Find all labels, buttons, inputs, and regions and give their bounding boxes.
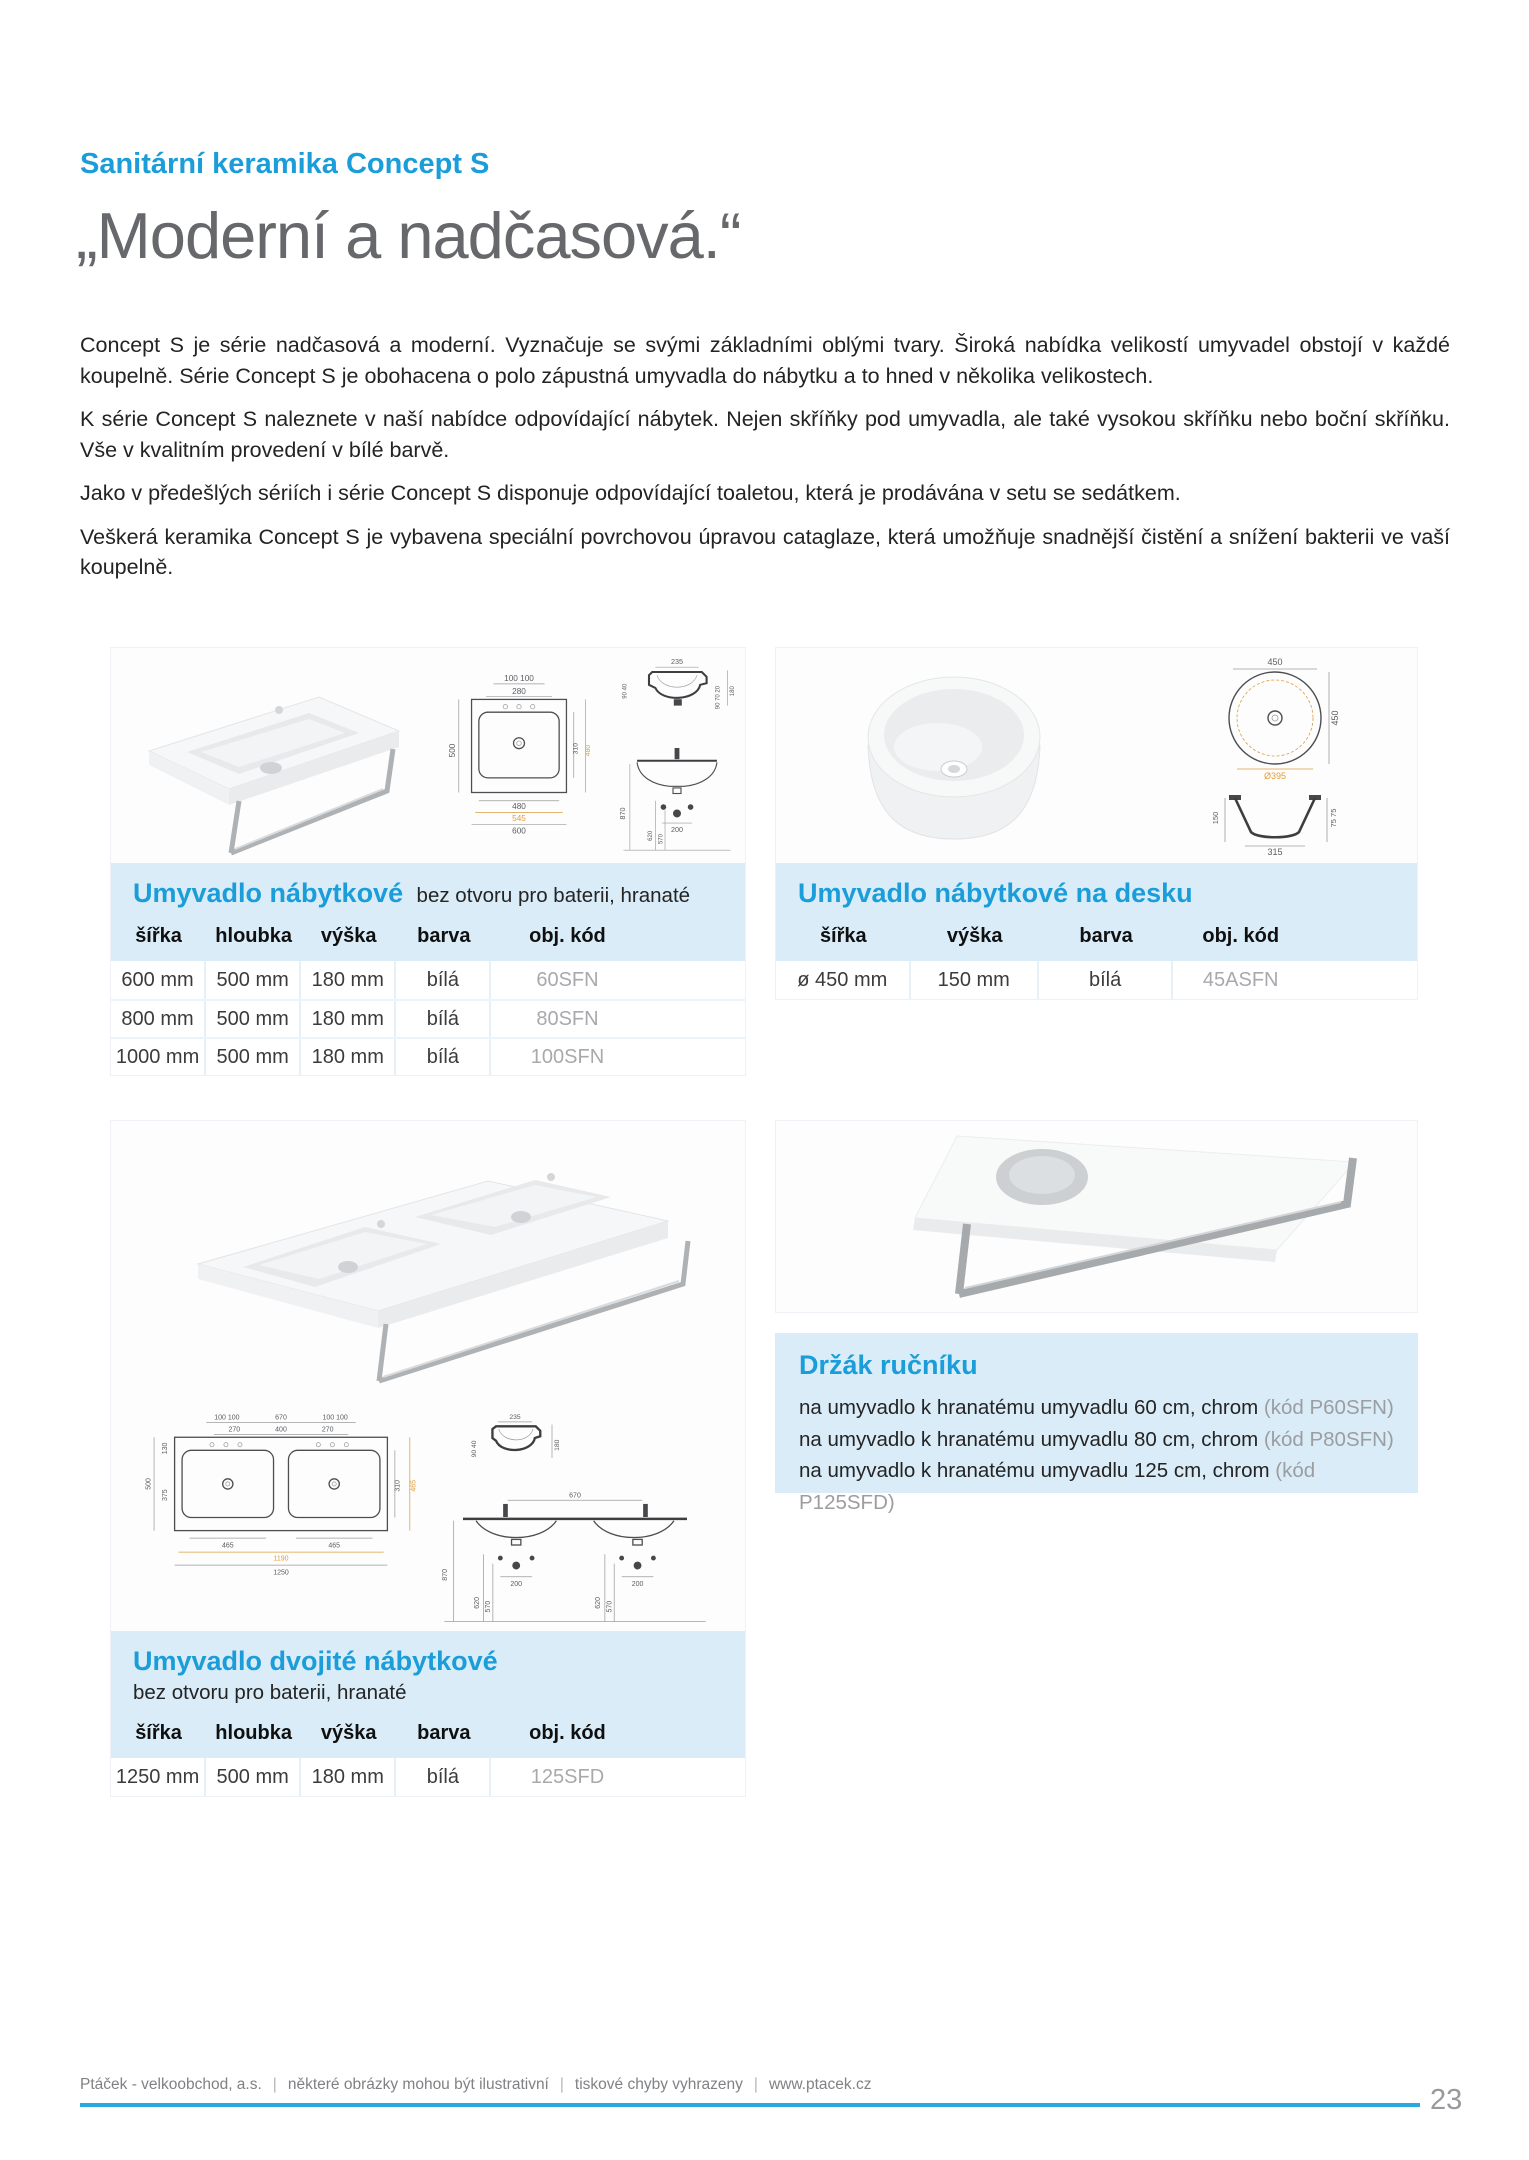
- dim-label: 90 70 20: [715, 685, 722, 710]
- cell-barva: bílá: [396, 1039, 491, 1075]
- basin-double-plan-drawing: [141, 1411, 421, 1583]
- series-heading: Sanitární keramika Concept S: [80, 148, 490, 180]
- table-header-row: [111, 912, 745, 961]
- cell-kod: 60SFN: [536, 968, 599, 991]
- product-card-basin-round: [775, 647, 1418, 1000]
- cell-barva: bílá: [1039, 961, 1174, 999]
- dim-label: 500: [448, 743, 458, 757]
- basin-double-table: [111, 1758, 745, 1796]
- dim-label: 75 75: [1329, 808, 1338, 827]
- basin-round-drawings: [1205, 656, 1355, 856]
- column-header: obj. kód: [529, 1722, 606, 1744]
- dim-label: 200: [510, 1581, 523, 1589]
- footer-website: www.ptacek.cz: [768, 2076, 872, 2093]
- column-header: obj. kód: [529, 925, 606, 947]
- basin-double-drawings: [111, 1411, 745, 1631]
- dim-label: 310: [394, 1479, 402, 1492]
- dim-label: 100 100: [214, 1414, 240, 1422]
- dim-label: 235: [671, 657, 683, 666]
- table-row: [111, 961, 745, 999]
- dim-label: 200: [671, 825, 683, 834]
- dim-label: 400: [275, 1426, 287, 1434]
- column-header: šířka: [135, 925, 182, 947]
- dim-label: 480: [585, 744, 592, 756]
- cell-vyska: 180 mm: [301, 1039, 396, 1075]
- dim-label: 870: [619, 807, 628, 820]
- variant-code: (kód P80SFN): [1263, 1427, 1394, 1451]
- dim-label: 870: [442, 1569, 450, 1581]
- basin-double-section-drawing: [465, 1411, 565, 1485]
- dim-label: 570: [658, 834, 665, 845]
- table-header-row: [111, 1709, 745, 1758]
- basin-double-header: [111, 1631, 745, 1758]
- dim-label: 180: [729, 686, 736, 697]
- cell-vyska: 180 mm: [301, 1001, 396, 1037]
- cell-sirka: 1250 mm: [111, 1758, 206, 1796]
- cell-kod: 125SFD: [530, 1765, 605, 1788]
- basin-round-section-drawing: [1205, 784, 1355, 856]
- dim-label: 620: [648, 830, 655, 841]
- holder-variant-125: [799, 1455, 1394, 1518]
- dim-label: 130: [162, 1442, 170, 1455]
- variant-text: na umyvadlo k hranatému umyvadlu 60 cm, chrom: [799, 1396, 1259, 1419]
- column-header: hloubka: [215, 925, 292, 947]
- footer-separator: |: [559, 2076, 564, 2093]
- cell-barva: bílá: [396, 1758, 491, 1796]
- dim-label: 480: [512, 801, 526, 811]
- cell-kod: 45ASFN: [1202, 968, 1279, 991]
- footer: [80, 2076, 1420, 2094]
- dim-label: 270: [228, 1426, 241, 1434]
- column-header: výška: [320, 1722, 377, 1744]
- product-subtitle: bez otvoru pro baterii, hranaté: [416, 884, 691, 907]
- column-header: výška: [320, 925, 377, 947]
- product-card-basin-single: [110, 647, 746, 1076]
- dim-label: 315: [1267, 846, 1283, 856]
- variant-code: (kód P60SFN): [1263, 1396, 1394, 1419]
- dim-label: 465: [221, 1542, 234, 1550]
- footer-separator: |: [272, 2076, 277, 2093]
- basin-single-photo: [121, 653, 421, 858]
- cell-hloubka: 500 mm: [206, 1758, 301, 1796]
- product-title: Umyvadlo dvojité nábytkové: [133, 1646, 498, 1676]
- dim-label: 600: [512, 826, 526, 836]
- dim-label: 100 100: [504, 673, 534, 683]
- variant-text: na umyvadlo k hranatému umyvadlu 80 cm, chrom: [799, 1427, 1259, 1451]
- basin-round-table: [776, 961, 1417, 999]
- basin-double-side-drawings: [435, 1411, 715, 1629]
- table-row: [776, 961, 1417, 999]
- product-card-towel-holder-photo: [775, 1120, 1418, 1313]
- footer-separator: |: [753, 2076, 758, 2093]
- dim-label: 450: [1267, 656, 1283, 667]
- variant-code: (kód P125SFD): [799, 1459, 1316, 1514]
- dim-label: 100 100: [322, 1414, 348, 1422]
- dim-label: 270: [321, 1426, 334, 1434]
- dim-label: 570: [485, 1600, 493, 1613]
- dim-label: Ø395: [1263, 770, 1287, 780]
- table-header-row: [776, 912, 1417, 961]
- cell-sirka: 800 mm: [111, 1001, 206, 1037]
- dim-label: 670: [275, 1414, 287, 1422]
- cell-hloubka: 500 mm: [206, 1039, 301, 1075]
- cell-hloubka: 500 mm: [206, 1001, 301, 1037]
- intro-text: [80, 330, 1450, 596]
- basin-round-header: [776, 863, 1417, 961]
- basin-single-side-drawings: [617, 656, 737, 855]
- holder-variant-60: [799, 1392, 1394, 1424]
- basin-single-table: [111, 961, 745, 1075]
- column-header: barva: [1079, 925, 1133, 947]
- basin-single-section-drawing: [617, 656, 737, 736]
- cell-sirka: 600 mm: [111, 961, 206, 999]
- dim-label: 310: [572, 742, 580, 754]
- dim-label: 235: [509, 1414, 521, 1422]
- intro-paragraph-1: Concept S je série nadčasová a moderní. Vyznačuje se svými základními oblými tvary. Široká nabídka velikostí umyvadel obstojí v každé koupelně. Série Concept S je obohacena o polo zápustná umyvadla do nábytku a to hned v několika velikostech.: [80, 333, 1450, 388]
- dim-label: 150: [1211, 811, 1220, 824]
- column-header: šířka: [135, 1722, 182, 1744]
- dim-label: 620: [595, 1597, 603, 1609]
- basin-round-plan-drawing: [1205, 656, 1355, 780]
- dim-label: 450: [1330, 709, 1340, 726]
- cell-barva: bílá: [396, 961, 491, 999]
- column-header: výška: [946, 925, 1003, 947]
- dim-label: 545: [512, 813, 526, 823]
- basin-single-front-drawing: [617, 740, 737, 855]
- cell-vyska: 150 mm: [911, 961, 1039, 999]
- page-number: 23: [1430, 2084, 1463, 2116]
- footer-accent-line: [80, 2103, 1420, 2107]
- product-title: Umyvadlo nábytkové na desku: [798, 878, 1193, 908]
- table-row: [111, 1758, 745, 1796]
- intro-paragraph-2: K série Concept S naleznete v naší nabídce odpovídající nábytek. Nejen skříňky pod umyvadla, ale také vysokou skříňku nebo boční skříňku. Vše v kvalitním provedení v bílé barvě.: [80, 407, 1450, 462]
- basin-double-media: [111, 1121, 745, 1411]
- product-card-basin-double: [110, 1120, 746, 1797]
- basin-double-photo: [143, 1129, 713, 1404]
- basin-round-photo: [834, 661, 1074, 851]
- column-header: obj. kód: [1202, 925, 1280, 947]
- dim-label: 90 40: [471, 1440, 479, 1458]
- intro-paragraph-4: Veškerá keramika Concept S je vybavena speciální povrchovou úpravou cataglaze, která umožňuje snadnější čistění a snížení bakterii ve vaší koupelně.: [80, 524, 1450, 579]
- cell-sirka: 1000 mm: [111, 1039, 206, 1075]
- basin-single-plan-drawing: [446, 672, 592, 840]
- dim-label: 200: [631, 1581, 644, 1589]
- basin-round-media: [776, 648, 1417, 863]
- cell-hloubka: 500 mm: [206, 961, 301, 999]
- dim-label: 465: [410, 1479, 418, 1492]
- towel-holder-info: [775, 1333, 1418, 1514]
- intro-paragraph-3: Jako v předešlých sériích i série Concept S disponuje odpovídající toaletou, která je prodávána v setu se sedátkem.: [80, 481, 1181, 505]
- dim-label: 500: [145, 1478, 153, 1490]
- cell-kod: 100SFN: [530, 1045, 605, 1068]
- column-header: šířka: [819, 925, 867, 947]
- dim-label: 1250: [273, 1569, 289, 1577]
- product-title: Držák ručníku: [799, 1350, 978, 1380]
- column-header: barva: [417, 1722, 471, 1744]
- product-title: Umyvadlo nábytkové: [133, 878, 404, 908]
- cell-barva: bílá: [396, 1001, 491, 1037]
- cell-sirka: ø 450 mm: [776, 961, 911, 999]
- dim-label: 90 40: [622, 683, 629, 699]
- dim-label: 375: [162, 1489, 170, 1501]
- product-subtitle: bez otvoru pro baterii, hranaté: [133, 1681, 407, 1704]
- dim-label: 620: [473, 1597, 481, 1609]
- table-row: [111, 999, 745, 1037]
- dim-label: 465: [328, 1542, 341, 1550]
- holder-variant-80: [799, 1424, 1394, 1456]
- footer-company: Ptáček - velkoobchod, a.s.: [80, 2076, 262, 2093]
- dim-label: 280: [512, 686, 526, 696]
- cell-vyska: 180 mm: [301, 961, 396, 999]
- dim-label: 570: [606, 1600, 614, 1613]
- footer-note-1: některé obrázky mohou být ilustrativní: [287, 2076, 549, 2093]
- basin-double-front-drawing: [435, 1489, 715, 1629]
- dim-label: 670: [569, 1492, 581, 1500]
- dim-label: 180: [554, 1439, 562, 1451]
- basin-single-media: [111, 648, 745, 863]
- cell-kod: 80SFN: [536, 1007, 599, 1030]
- column-header: barva: [417, 925, 471, 947]
- dim-label: 1190: [273, 1555, 289, 1563]
- column-header: hloubka: [215, 1722, 292, 1744]
- footer-note-2: tiskové chyby vyhrazeny: [574, 2076, 743, 2093]
- variant-text: na umyvadlo k hranatému umyvadlu 125 cm, chrom: [799, 1459, 1270, 1482]
- towel-holder-media: [776, 1121, 1417, 1312]
- table-row: [111, 1037, 745, 1075]
- cell-vyska: 180 mm: [301, 1758, 396, 1796]
- page-title: „Moderní a nadčasová.“: [76, 199, 741, 272]
- towel-holder-photo: [807, 1132, 1387, 1302]
- basin-single-header: [111, 863, 745, 961]
